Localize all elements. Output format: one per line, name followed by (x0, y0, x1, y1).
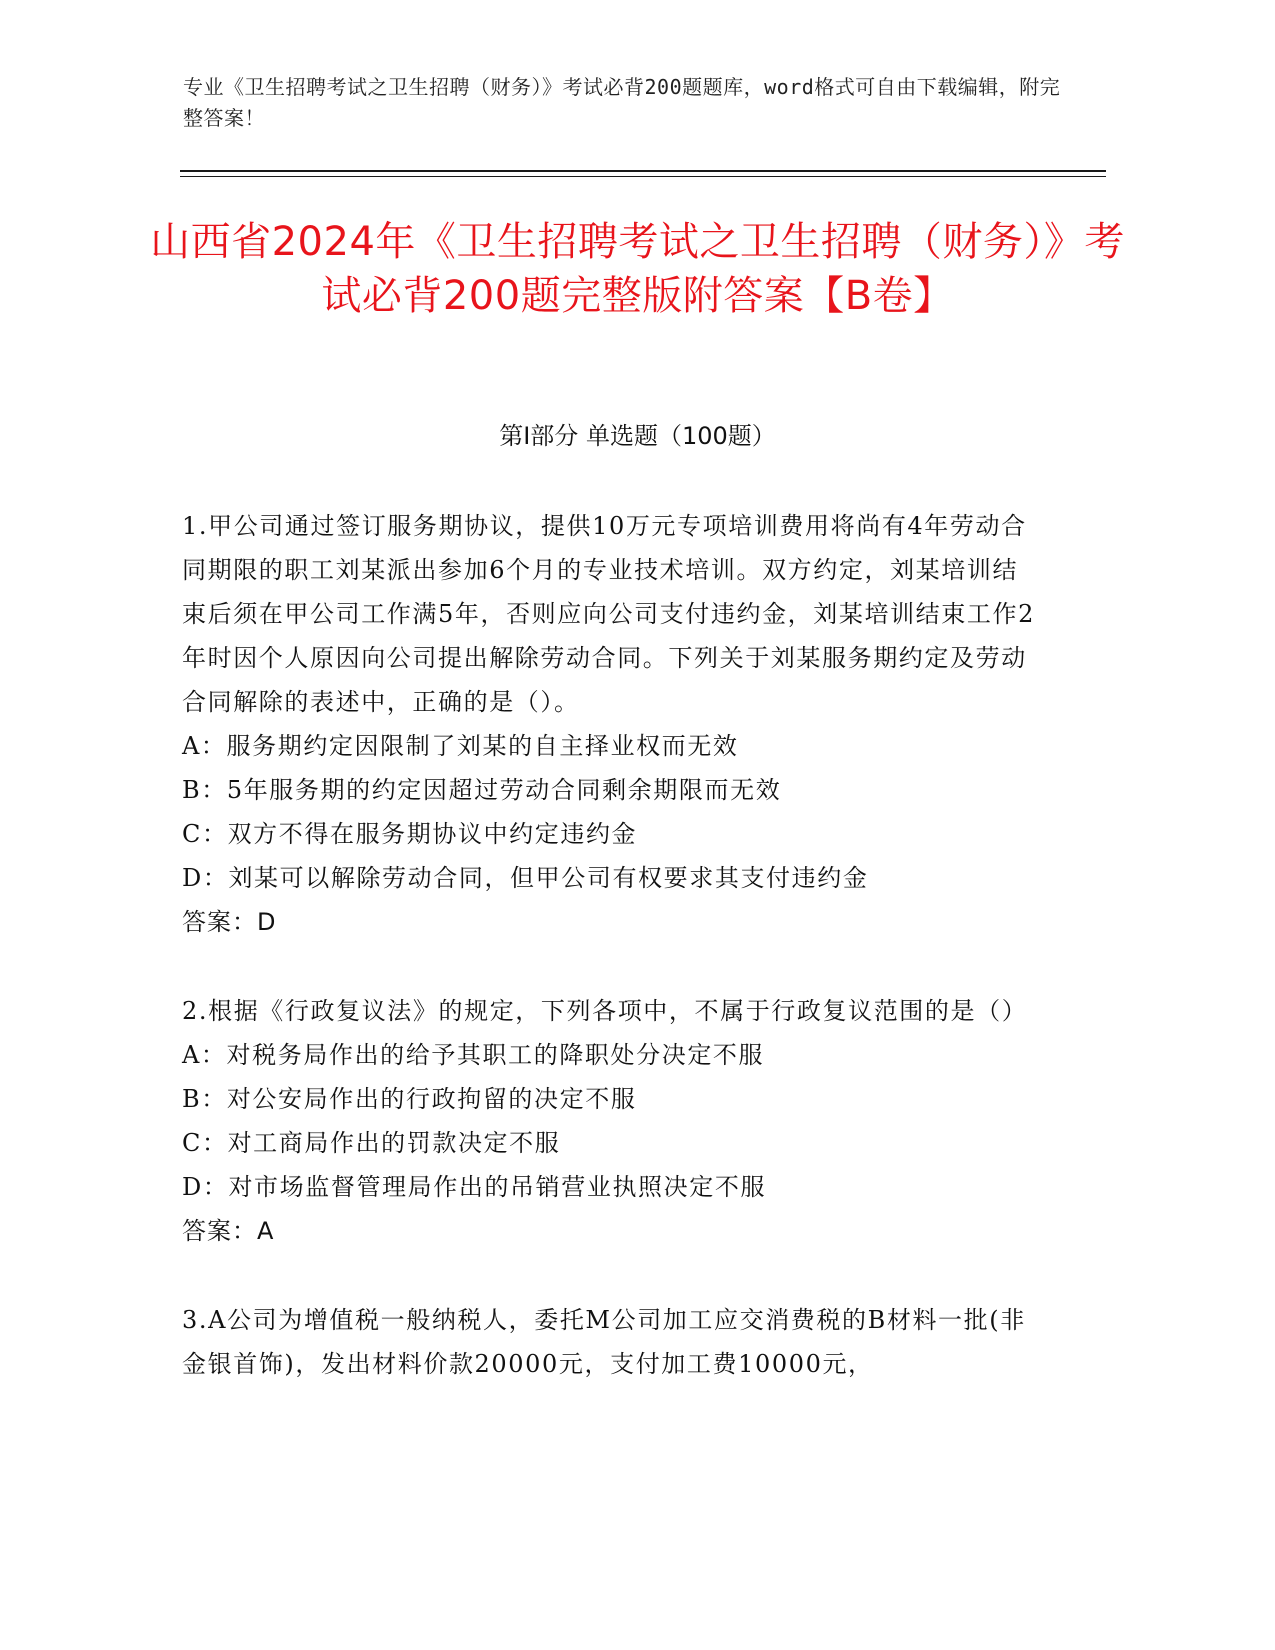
question-stem: 1.甲公司通过签订服务期协议，提供10万元专项培训费用将尚有4年劳动合同期限的职工刘某派出参加6个月的专业技术培训。双方约定，刘某培训结束后须在甲公司工作满5年，否则应向公司支付违约金，刘某培训结束工作2年时因个人原因向公司提出解除劳动合同。下列关于刘某服务期约定及劳动合同解除的表述中，正确的是（）。 (182, 512, 1035, 716)
header-divider-thin (180, 176, 1106, 177)
option-c: C：双方不得在服务期协议中约定违约金 (182, 820, 638, 848)
header-divider-thick (180, 170, 1106, 172)
question-list (182, 504, 1042, 1431)
question-2 (182, 989, 1042, 1253)
document-title: 山西省2024年《卫生招聘考试之卫生招聘（财务）》考试必背200题完整版附答案【B卷】 (150, 219, 1125, 319)
section-heading: 第Ⅰ部分 单选题（100题） (499, 422, 776, 450)
question-1 (182, 504, 1042, 944)
header-note: 专业《卫生招聘考试之卫生招聘（财务）》考试必背200题题库，word格式可自由下载编辑，附完整答案！ (183, 75, 1061, 130)
option-b: B：5年服务期的约定因超过劳动合同剩余期限而无效 (182, 776, 782, 804)
answer-line: 答案：D (182, 908, 277, 936)
answer-line: 答案：A (182, 1217, 275, 1245)
question-stem: 2.根据《行政复议法》的规定，下列各项中，不属于行政复议范围的是（） (182, 997, 1028, 1025)
option-d: D：刘某可以解除劳动合同，但甲公司有权要求其支付违约金 (182, 864, 869, 892)
question-stem: 3.A公司为增值税一般纳税人，委托M公司加工应交消费税的B材料一批(非金银首饰)，发出材料价款20000元，支付加工费10000元， (182, 1306, 1026, 1378)
option-c: C：对工商局作出的罚款决定不服 (182, 1129, 561, 1157)
option-b: B：对公安局作出的行政拘留的决定不服 (182, 1085, 637, 1113)
option-d: D：对市场监督管理局作出的吊销营业执照决定不服 (182, 1173, 767, 1201)
option-a: A：服务期约定因限制了刘某的自主择业权而无效 (182, 732, 739, 760)
option-a: A：对税务局作出的给予其职工的降职处分决定不服 (182, 1041, 765, 1069)
question-3 (182, 1298, 1042, 1386)
